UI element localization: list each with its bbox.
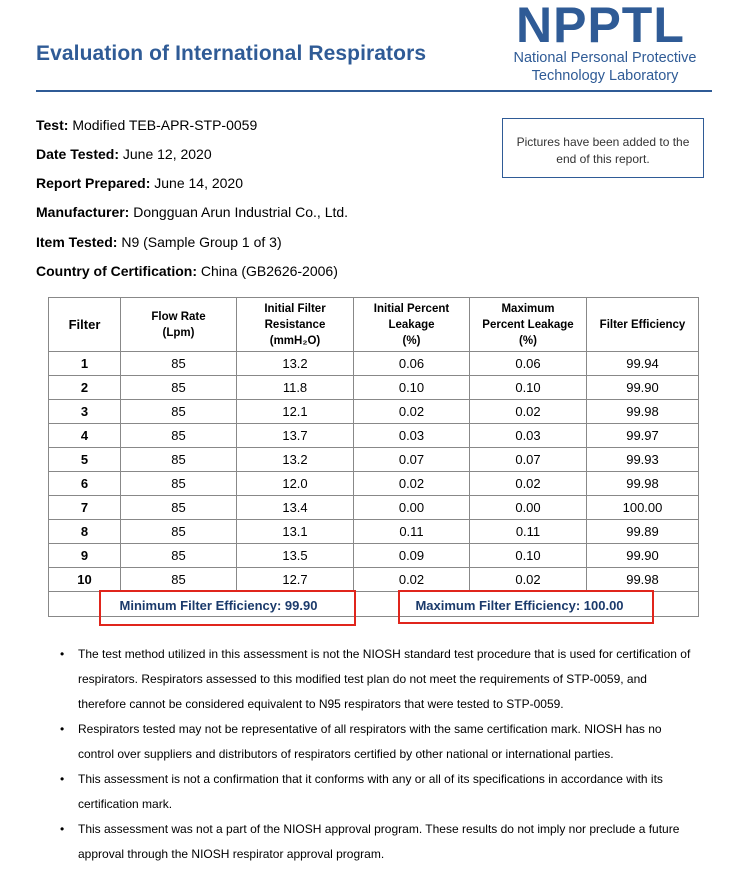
- meta-country: [36, 263, 338, 279]
- table-row: [49, 376, 699, 400]
- cell-initial-leakage: 0.07: [354, 448, 470, 472]
- cell-filter: 2: [49, 376, 121, 400]
- table-row: [49, 424, 699, 448]
- table-row: [49, 520, 699, 544]
- cell-initial-leakage: 0.10: [354, 376, 470, 400]
- meta-test: [36, 117, 257, 133]
- table-row: [49, 544, 699, 568]
- max-efficiency-text: Maximum Filter Efficiency: 100.00: [415, 598, 624, 613]
- meta-report: [36, 175, 243, 191]
- table-row: [49, 472, 699, 496]
- meta-report-label: Report Prepared:: [36, 175, 151, 191]
- pictures-note: [502, 118, 704, 178]
- cell-filter: 5: [49, 448, 121, 472]
- header-filter: Filter: [49, 298, 121, 352]
- meta-country-value: China (GB2626-2006): [200, 263, 338, 279]
- table-row: [49, 496, 699, 520]
- meta-item-value: N9 (Sample Group 1 of 3): [121, 234, 282, 250]
- list-item: • Respirators tested may not be representative of all respirators with the same certification mark. NIOSH has no control over suppliers and distributors of respirators certified by other national or international parties.: [60, 717, 720, 767]
- cell-flow: 85: [121, 448, 237, 472]
- cell-filter: 1: [49, 352, 121, 376]
- cell-resistance: 12.7: [237, 568, 354, 592]
- cell-initial-leakage: 0.02: [354, 400, 470, 424]
- table-row: [49, 448, 699, 472]
- cell-flow: 85: [121, 568, 237, 592]
- cell-efficiency: 99.93: [587, 448, 699, 472]
- meta-date-label: Date Tested:: [36, 146, 119, 162]
- cell-max-leakage: 0.10: [470, 544, 587, 568]
- page-title: Evaluation of International Respirators: [36, 42, 427, 65]
- pictures-note-line2: end of this report.: [556, 152, 650, 166]
- cell-initial-leakage: 0.00: [354, 496, 470, 520]
- meta-manufacturer-label: Manufacturer:: [36, 204, 130, 220]
- meta-item: [36, 234, 282, 250]
- cell-efficiency: 99.98: [587, 472, 699, 496]
- cell-initial-leakage: 0.11: [354, 520, 470, 544]
- filter-results-table: [48, 297, 699, 617]
- cell-efficiency: 100.00: [587, 496, 699, 520]
- logo-subtitle-line2: Technology Laboratory: [531, 68, 679, 84]
- bullet-icon: •: [60, 822, 65, 836]
- meta-report-value: June 14, 2020: [154, 175, 243, 191]
- meta-country-label: Country of Certification:: [36, 263, 197, 279]
- logo-subtitle-line1: National Personal Protective: [513, 50, 697, 66]
- cell-filter: 3: [49, 400, 121, 424]
- cell-resistance: 11.8: [237, 376, 354, 400]
- cell-max-leakage: 0.11: [470, 520, 587, 544]
- cell-flow: 85: [121, 496, 237, 520]
- cell-initial-leakage: 0.02: [354, 568, 470, 592]
- cell-initial-leakage: 0.03: [354, 424, 470, 448]
- meta-manufacturer: [36, 204, 348, 220]
- meta-manufacturer-value: Dongguan Arun Industrial Co., Ltd.: [133, 204, 349, 220]
- list-item: • This assessment was not a part of the NIOSH approval program. These results do not imply nor preclude a future approval through the NIOSH respirator approval program.: [60, 817, 720, 867]
- cell-max-leakage: 0.02: [470, 400, 587, 424]
- cell-efficiency: 99.98: [587, 568, 699, 592]
- cell-filter: 8: [49, 520, 121, 544]
- cell-flow: 85: [121, 352, 237, 376]
- cell-flow: 85: [121, 424, 237, 448]
- cell-flow: 85: [121, 544, 237, 568]
- npptl-logo: NPPTL: [516, 0, 685, 53]
- list-item: • This assessment is not a confirmation that it conforms with any or all of its specifications in accordance with its certification mark.: [60, 767, 720, 817]
- disclaimer-list: [60, 642, 720, 867]
- cell-initial-leakage: 0.09: [354, 544, 470, 568]
- header-resistance: Initial Filter Resistance (mmH₂O): [237, 298, 354, 352]
- meta-item-label: Item Tested:: [36, 234, 118, 250]
- cell-resistance: 12.1: [237, 400, 354, 424]
- header-flow-rate: Flow Rate (Lpm): [121, 298, 237, 352]
- cell-max-leakage: 0.07: [470, 448, 587, 472]
- cell-efficiency: 99.98: [587, 400, 699, 424]
- header-max-leakage: Maximum Percent Leakage (%): [470, 298, 587, 352]
- meta-test-value: Modified TEB-APR-STP-0059: [72, 117, 258, 133]
- cell-initial-leakage: 0.06: [354, 352, 470, 376]
- table-row: [49, 352, 699, 376]
- pictures-note-line1: Pictures have been added to the: [516, 135, 690, 149]
- cell-resistance: 13.4: [237, 496, 354, 520]
- meta-test-label: Test:: [36, 117, 69, 133]
- cell-efficiency: 99.97: [587, 424, 699, 448]
- min-efficiency-text: Minimum Filter Efficiency: 99.90: [119, 598, 318, 613]
- cell-initial-leakage: 0.02: [354, 472, 470, 496]
- meta-date-value: June 12, 2020: [122, 146, 212, 162]
- bullet-icon: •: [60, 722, 65, 736]
- cell-efficiency: 99.90: [587, 544, 699, 568]
- cell-max-leakage: 0.02: [470, 568, 587, 592]
- cell-max-leakage: 0.02: [470, 472, 587, 496]
- meta-date: [36, 146, 212, 162]
- header-efficiency: Filter Efficiency: [587, 298, 699, 352]
- cell-filter: 7: [49, 496, 121, 520]
- cell-resistance: 13.7: [237, 424, 354, 448]
- header-divider: [36, 90, 712, 92]
- cell-resistance: 12.0: [237, 472, 354, 496]
- cell-flow: 85: [121, 520, 237, 544]
- cell-resistance: 13.2: [237, 448, 354, 472]
- cell-efficiency: 99.94: [587, 352, 699, 376]
- bullet-icon: •: [60, 772, 65, 786]
- cell-max-leakage: 0.06: [470, 352, 587, 376]
- cell-filter: 9: [49, 544, 121, 568]
- cell-filter: 4: [49, 424, 121, 448]
- cell-max-leakage: 0.10: [470, 376, 587, 400]
- bullet-icon: •: [60, 647, 65, 661]
- cell-resistance: 13.1: [237, 520, 354, 544]
- cell-efficiency: 99.89: [587, 520, 699, 544]
- logo-subtitle: [500, 49, 710, 85]
- cell-max-leakage: 0.03: [470, 424, 587, 448]
- cell-efficiency: 99.90: [587, 376, 699, 400]
- cell-max-leakage: 0.00: [470, 496, 587, 520]
- cell-flow: 85: [121, 472, 237, 496]
- cell-flow: 85: [121, 376, 237, 400]
- header-initial-leakage: Initial Percent Leakage (%): [354, 298, 470, 352]
- table-row: [49, 400, 699, 424]
- cell-filter: 10: [49, 568, 121, 592]
- cell-resistance: 13.2: [237, 352, 354, 376]
- list-item: • The test method utilized in this assessment is not the NIOSH standard test procedure that is used for certification of respirators. Respirators assessed to this modified test plan do not meet the requirements of STP-0059, and therefore cannot be considered equivalent to N95 respirators that were tested to STP-0059.: [60, 642, 720, 717]
- table-row: [49, 568, 699, 592]
- cell-resistance: 13.5: [237, 544, 354, 568]
- cell-flow: 85: [121, 400, 237, 424]
- cell-filter: 6: [49, 472, 121, 496]
